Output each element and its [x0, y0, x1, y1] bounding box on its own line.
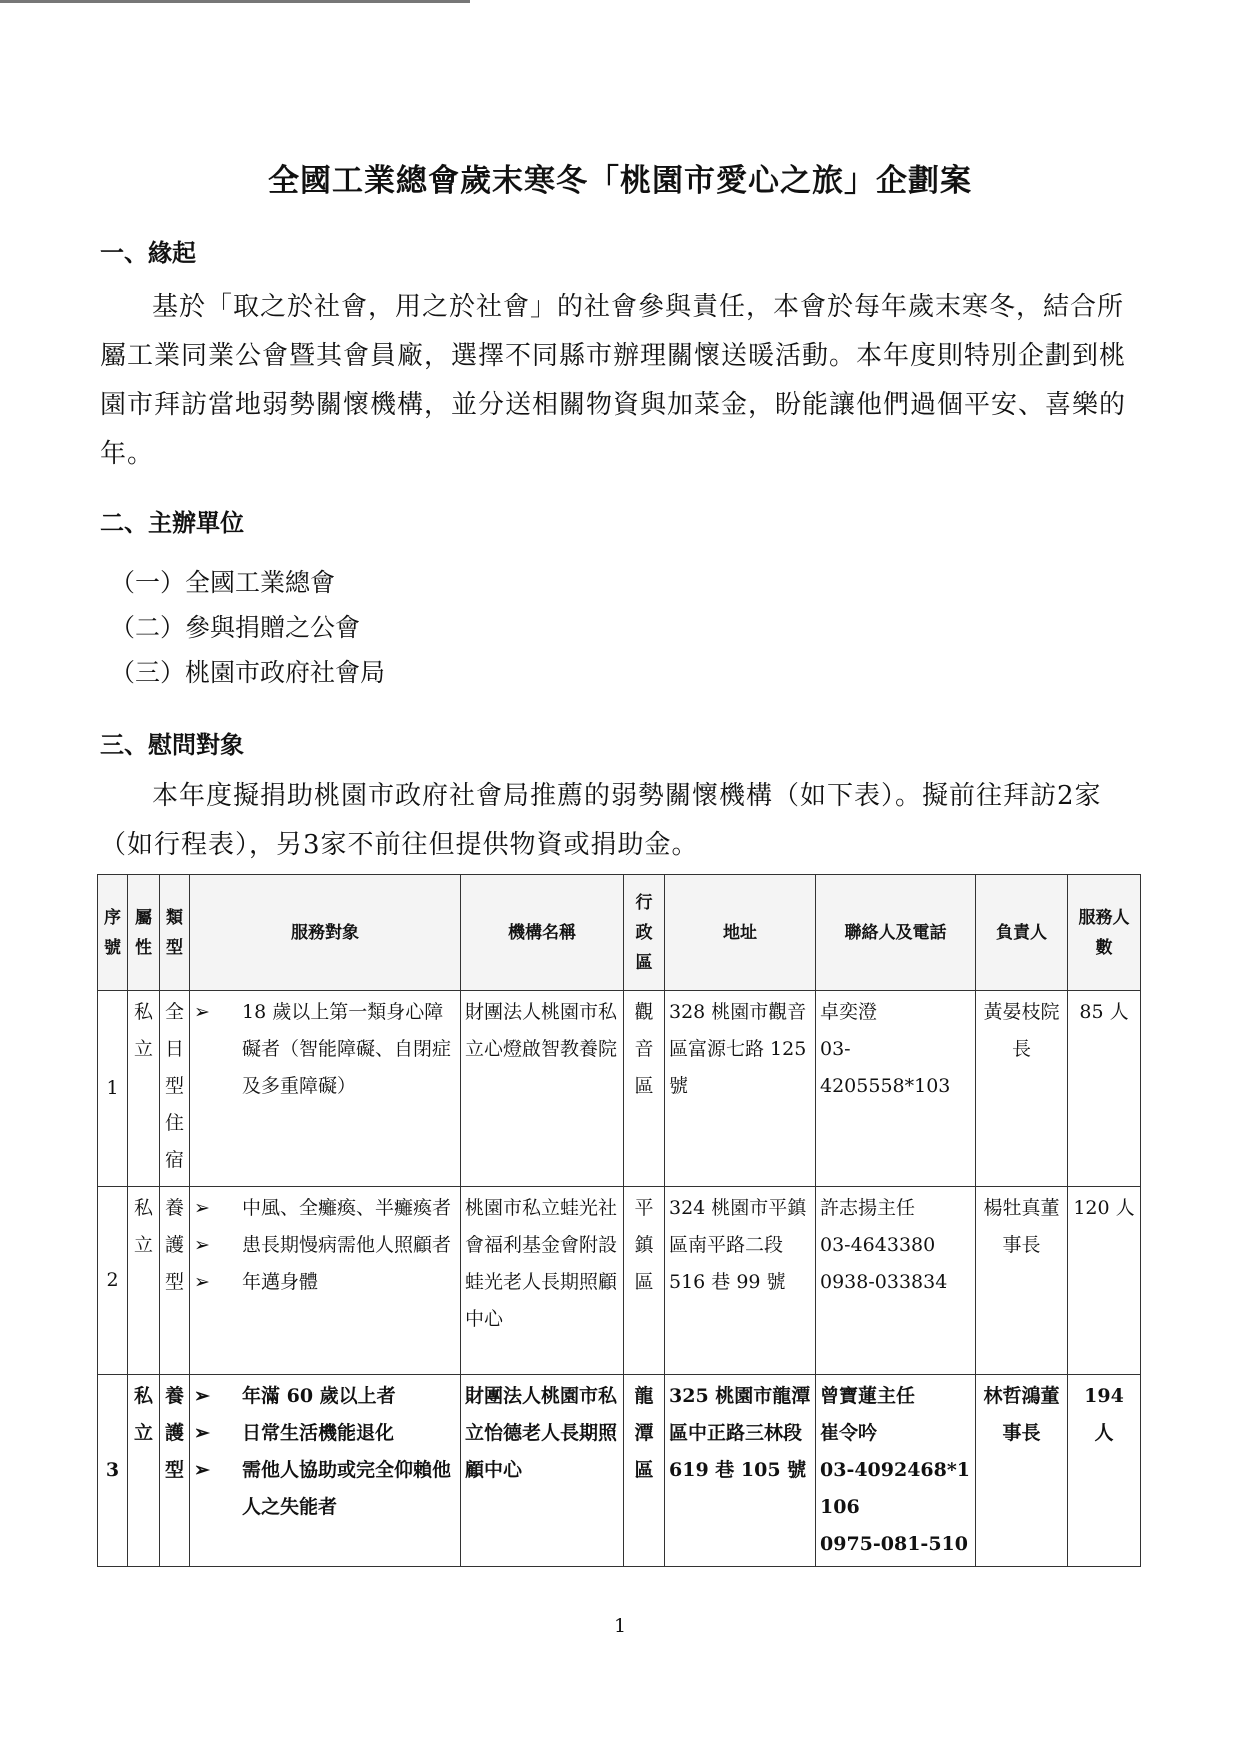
section-heading-targets: 三、慰問對象	[100, 730, 244, 759]
cell-address: 324 桃園市平鎮區南平路二段 516 巷 99 號	[665, 1187, 816, 1375]
cell-contact	[816, 1375, 976, 1567]
origin-text: 基於「取之於社會，用之於社會」的社會參與責任，本會於每年歲末寒冬，結合所屬工業同業公會暨其會員廠，選擇不同縣市辦理關懷送暖活動。本年度則特別企劃到桃園市拜訪當地弱勢關懷機構，並分送相關物資與加菜金，盼能讓他們過個平安、喜樂的年。	[100, 292, 1127, 469]
cell-count: 85 人	[1068, 991, 1141, 1187]
contact-line: 0975-081-510	[820, 1533, 968, 1555]
cell-district: 觀音區	[624, 991, 665, 1187]
cell-contact	[816, 991, 976, 1187]
service-item: ➢ 中風、全癱瘓、半癱瘓者	[194, 1190, 456, 1227]
cell-services	[190, 1187, 461, 1375]
service-item: ➢ 年邁身體	[194, 1264, 456, 1301]
cell-attr: 私立	[128, 1375, 160, 1567]
contact-line: 崔令吟	[820, 1422, 878, 1444]
header-head: 負責人	[976, 875, 1068, 991]
contact-line: 許志揚主任	[820, 1197, 916, 1219]
service-item: ➢ 患長期慢病需他人照顧者	[194, 1227, 456, 1264]
header-no: 序號	[98, 875, 128, 991]
cell-address: 325 桃園市龍潭區中正路三林段 619 巷 105 號	[665, 1375, 816, 1567]
cell-head: 林哲鴻董事長	[976, 1375, 1068, 1567]
cell-district: 龍潭區	[624, 1375, 665, 1567]
section-heading-origin: 一、緣起	[100, 238, 196, 267]
service-item: ➢ 需他人協助或完全仰賴他人之失能者	[194, 1452, 456, 1526]
contact-line: 03-4643380	[820, 1234, 936, 1256]
scan-edge-line	[0, 0, 470, 3]
contact-line: 卓奕澄	[820, 1001, 878, 1023]
page-number: 1	[613, 1615, 627, 1637]
header-count: 服務人數	[1068, 875, 1141, 991]
contact-line: 0938-033834	[820, 1271, 948, 1293]
organizer-item: （一）全國工業總會	[110, 568, 336, 597]
section-heading-organizers: 二、主辦單位	[100, 508, 244, 537]
contact-line: 曾寶蓮主任	[820, 1385, 916, 1407]
cell-org: 財團法人桃園市私立心燈啟智教養院	[461, 991, 624, 1187]
cell-no: 3	[98, 1375, 128, 1567]
cell-type: 養護型	[160, 1375, 190, 1567]
cell-attr: 私立	[128, 1187, 160, 1375]
organizer-item: （二）參與捐贈之公會	[110, 613, 361, 642]
service-item: ➢ 日常生活機能退化	[194, 1415, 456, 1452]
header-address: 地址	[665, 875, 816, 991]
targets-paragraph	[100, 772, 1135, 870]
table-header-row	[98, 875, 1141, 991]
cell-type: 全日型住宿	[160, 991, 190, 1187]
cell-org: 桃園市私立蛙光社會福利基金會附設蛙光老人長期照顧中心	[461, 1187, 624, 1375]
service-item: ➢ 年滿 60 歲以上者	[194, 1378, 456, 1415]
header-org: 機構名稱	[461, 875, 624, 991]
header-attr: 屬性	[128, 875, 160, 991]
cell-head: 楊牡真董事長	[976, 1187, 1068, 1375]
cell-services	[190, 991, 461, 1187]
header-district: 行政區	[624, 875, 665, 991]
header-services: 服務對象	[190, 875, 461, 991]
targets-text: 本年度擬捐助桃園市政府社會局推薦的弱勢關懷機構（如下表）。擬前往拜訪2家（如行程表），另3家不前往但提供物資或捐助金。	[100, 781, 1102, 860]
cell-head: 黃晏枝院長	[976, 991, 1068, 1187]
institution-table	[97, 874, 1141, 1567]
cell-services	[190, 1375, 461, 1567]
table-row	[98, 1187, 1141, 1375]
cell-district: 平鎮區	[624, 1187, 665, 1375]
cell-attr: 私立	[128, 991, 160, 1187]
contact-line: 03-4205558*103	[820, 1038, 951, 1097]
cell-contact	[816, 1187, 976, 1375]
origin-paragraph	[100, 283, 1135, 479]
organizer-list	[110, 560, 385, 695]
cell-org: 財團法人桃園市私立怡德老人長期照顧中心	[461, 1375, 624, 1567]
table-row	[98, 991, 1141, 1187]
cell-no: 1	[98, 991, 128, 1187]
organizer-item: （三）桃園市政府社會局	[110, 658, 386, 687]
cell-count: 194 人	[1068, 1375, 1141, 1567]
cell-count: 120 人	[1068, 1187, 1141, 1375]
cell-type: 養護型	[160, 1187, 190, 1375]
header-type: 類型	[160, 875, 190, 991]
header-contact: 聯絡人及電話	[816, 875, 976, 991]
cell-no: 2	[98, 1187, 128, 1375]
table-row	[98, 1375, 1141, 1567]
contact-line: 03-4092468*1106	[820, 1459, 971, 1518]
cell-address: 328 桃園市觀音區富源七路 125 號	[665, 991, 816, 1187]
page-title: 全國工業總會歲末寒冬「桃園市愛心之旅」企劃案	[268, 163, 972, 199]
service-item: ➢ 18 歲以上第一類身心障礙者（智能障礙、自閉症及多重障礙）	[194, 994, 456, 1105]
